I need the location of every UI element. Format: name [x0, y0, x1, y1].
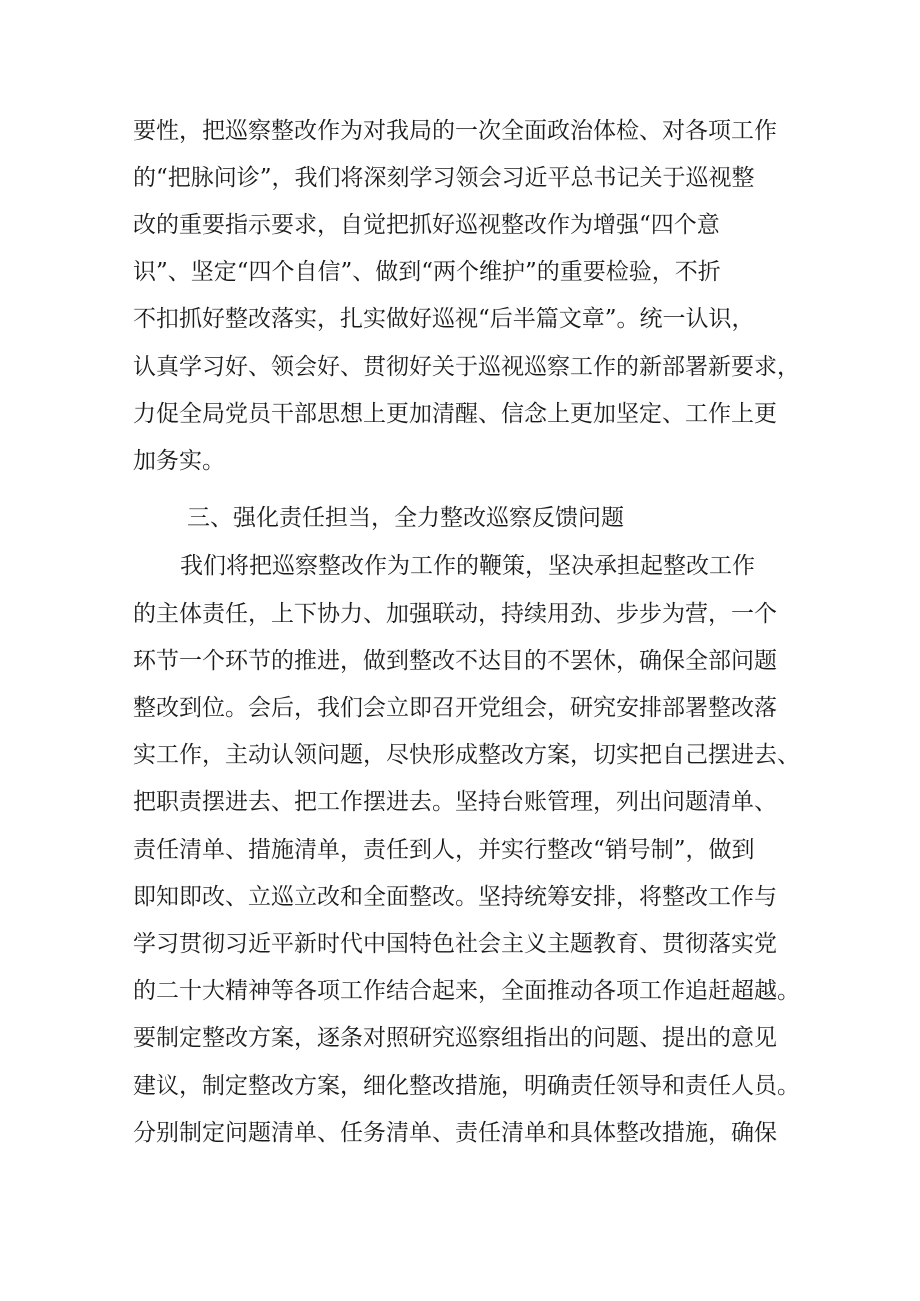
paragraph-line: 即知即改、立巡立改和全面整改。坚持统筹安排，将整改工作与: [133, 884, 777, 910]
paragraph-line: 要制定整改方案，逐条对照研究巡察组指出的问题、提出的意见: [133, 1025, 777, 1051]
paragraph-line: 建议，制定整改方案，细化整改措施，明确责任领导和责任人员。: [133, 1073, 800, 1099]
paragraph-line: 分别制定问题清单、任务清单、责任清单和具体整改措施，确保: [133, 1120, 777, 1146]
paragraph-line: 力促全局党员干部思想上更加清醒、信念上更加坚定、工作上更: [133, 401, 777, 427]
paragraph-line: 的“把脉问诊”，我们将深刻学习领会习近平总书记关于巡视整: [133, 165, 755, 191]
paragraph-line: 要性，把巡察整改作为对我局的一次全面政治体检、对各项工作: [133, 118, 777, 144]
paragraph-line: 加务实。: [133, 448, 225, 474]
paragraph-line: 认真学习好、领会好、贯彻好关于巡视巡察工作的新部署新要求，: [133, 354, 800, 380]
paragraph-line: 不扣抓好整改落实，扎实做好巡视“后半篇文章”。统一认识，: [133, 306, 755, 332]
paragraph-line: 实工作，主动认领问题，尽快形成整改方案，切实把自己摆进去、: [133, 742, 800, 768]
paragraph-line: 我们将把巡察整改作为工作的鞭策，坚决承担起整改工作: [180, 553, 755, 579]
paragraph-line: 环节一个环节的推进，做到整改不达目的不罢休，确保全部问题: [133, 648, 777, 674]
paragraph-line: 学习贯彻习近平新时代中国特色社会主义主题教育、贯彻落实党: [133, 931, 777, 957]
paragraph-line: 整改到位。会后，我们会立即召开党组会，研究安排部署整改落: [133, 695, 777, 721]
paragraph-line: 责任清单、措施清单，责任到人，并实行整改“销号制”，做到: [133, 837, 755, 863]
paragraph-line: 的主体责任，上下协力、加强联动，持续用劲、步步为营，一个: [133, 601, 777, 627]
section-heading: 三、强化责任担当，全力整改巡察反馈问题: [187, 505, 624, 531]
paragraph-line: 的二十大精神等各项工作结合起来，全面推动各项工作追赶超越。: [133, 978, 800, 1004]
paragraph-line: 把职责摆进去、把工作摆进去。坚持台账管理，列出问题清单、: [133, 789, 777, 815]
paragraph-line: 识”、坚定“四个自信”、做到“两个维护”的重要检验，不折: [133, 259, 721, 285]
paragraph-line: 改的重要指示要求，自觉把抓好巡视整改作为增强“四个意: [133, 212, 720, 238]
